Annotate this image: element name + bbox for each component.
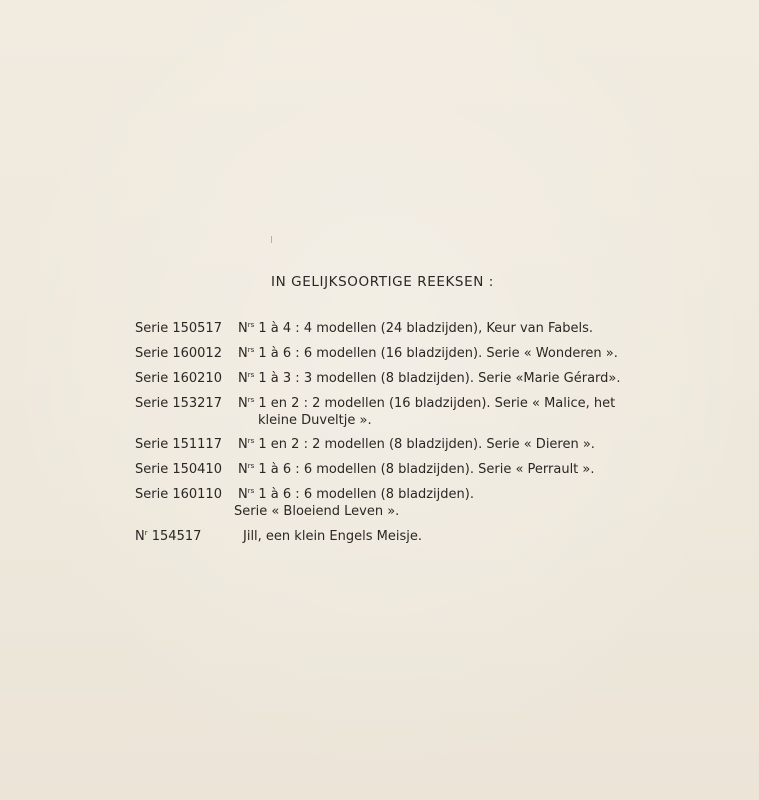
number-abbrev-sup: rs: [247, 437, 255, 445]
series-description: [238, 320, 593, 337]
number-abbrev: N: [238, 487, 248, 502]
series-desc-text: 1 à 6 : 6 modellen (16 bladzijden). Serie « Wonderen ».: [254, 346, 618, 361]
series-desc-text: 1 à 6 : 6 modellen (8 bladzijden). Serie « Perrault ».: [254, 462, 595, 477]
series-desc-text: 1 en 2 : 2 modellen (16 bladzijden). Serie « Malice, het: [254, 396, 616, 411]
number-abbrev: N: [238, 437, 248, 452]
series-description: Jill, een klein Engels Meisje.: [243, 529, 422, 544]
series-desc-continuation: Serie « Bloeiend Leven ».: [234, 504, 400, 519]
number-abbrev: N: [238, 371, 248, 386]
series-description: [238, 395, 615, 412]
series-desc-text: 1 à 4 : 4 modellen (24 bladzijden), Keur van Fabels.: [254, 321, 594, 336]
number-abbrev-sup: rs: [247, 487, 255, 495]
number-abbrev-sup: rs: [247, 321, 255, 329]
series-label: Serie 150517: [135, 321, 222, 336]
series-label: Serie 153217: [135, 396, 222, 411]
series-label: [135, 528, 201, 545]
series-description: [238, 345, 618, 362]
series-desc-text: 1 en 2 : 2 modellen (8 bladzijden). Serie « Dieren ».: [254, 437, 595, 452]
series-description: [238, 436, 595, 453]
number-abbrev-sup: r: [144, 529, 148, 537]
series-label: Serie 160110: [135, 487, 222, 502]
series-description: [238, 461, 595, 478]
series-description: [238, 370, 621, 387]
series-desc-text: 1 à 6 : 6 modellen (8 bladzijden).: [254, 487, 474, 502]
series-description: [238, 486, 474, 503]
number-abbrev: N: [238, 346, 248, 361]
series-desc-text: 1 à 3 : 3 modellen (8 bladzijden). Serie «Marie Gérard».: [254, 371, 621, 386]
paper-speck: [271, 236, 272, 243]
series-label: Serie 160012: [135, 346, 222, 361]
number-abbrev: N: [238, 396, 248, 411]
number-abbrev: N: [135, 529, 145, 544]
series-label: Serie 151117: [135, 437, 222, 452]
series-label: Serie 150410: [135, 462, 222, 477]
number-abbrev-sup: rs: [247, 462, 255, 470]
number-abbrev: N: [238, 462, 248, 477]
number-abbrev-sup: rs: [247, 371, 255, 379]
page-heading: IN GELIJKSOORTIGE REEKSEN :: [271, 274, 494, 290]
series-desc-continuation: kleine Duveltje ».: [258, 413, 372, 428]
series-label: Serie 160210: [135, 371, 222, 386]
series-number: 154517: [147, 529, 202, 544]
number-abbrev: N: [238, 321, 248, 336]
number-abbrev-sup: rs: [247, 346, 255, 354]
number-abbrev-sup: rs: [247, 396, 255, 404]
